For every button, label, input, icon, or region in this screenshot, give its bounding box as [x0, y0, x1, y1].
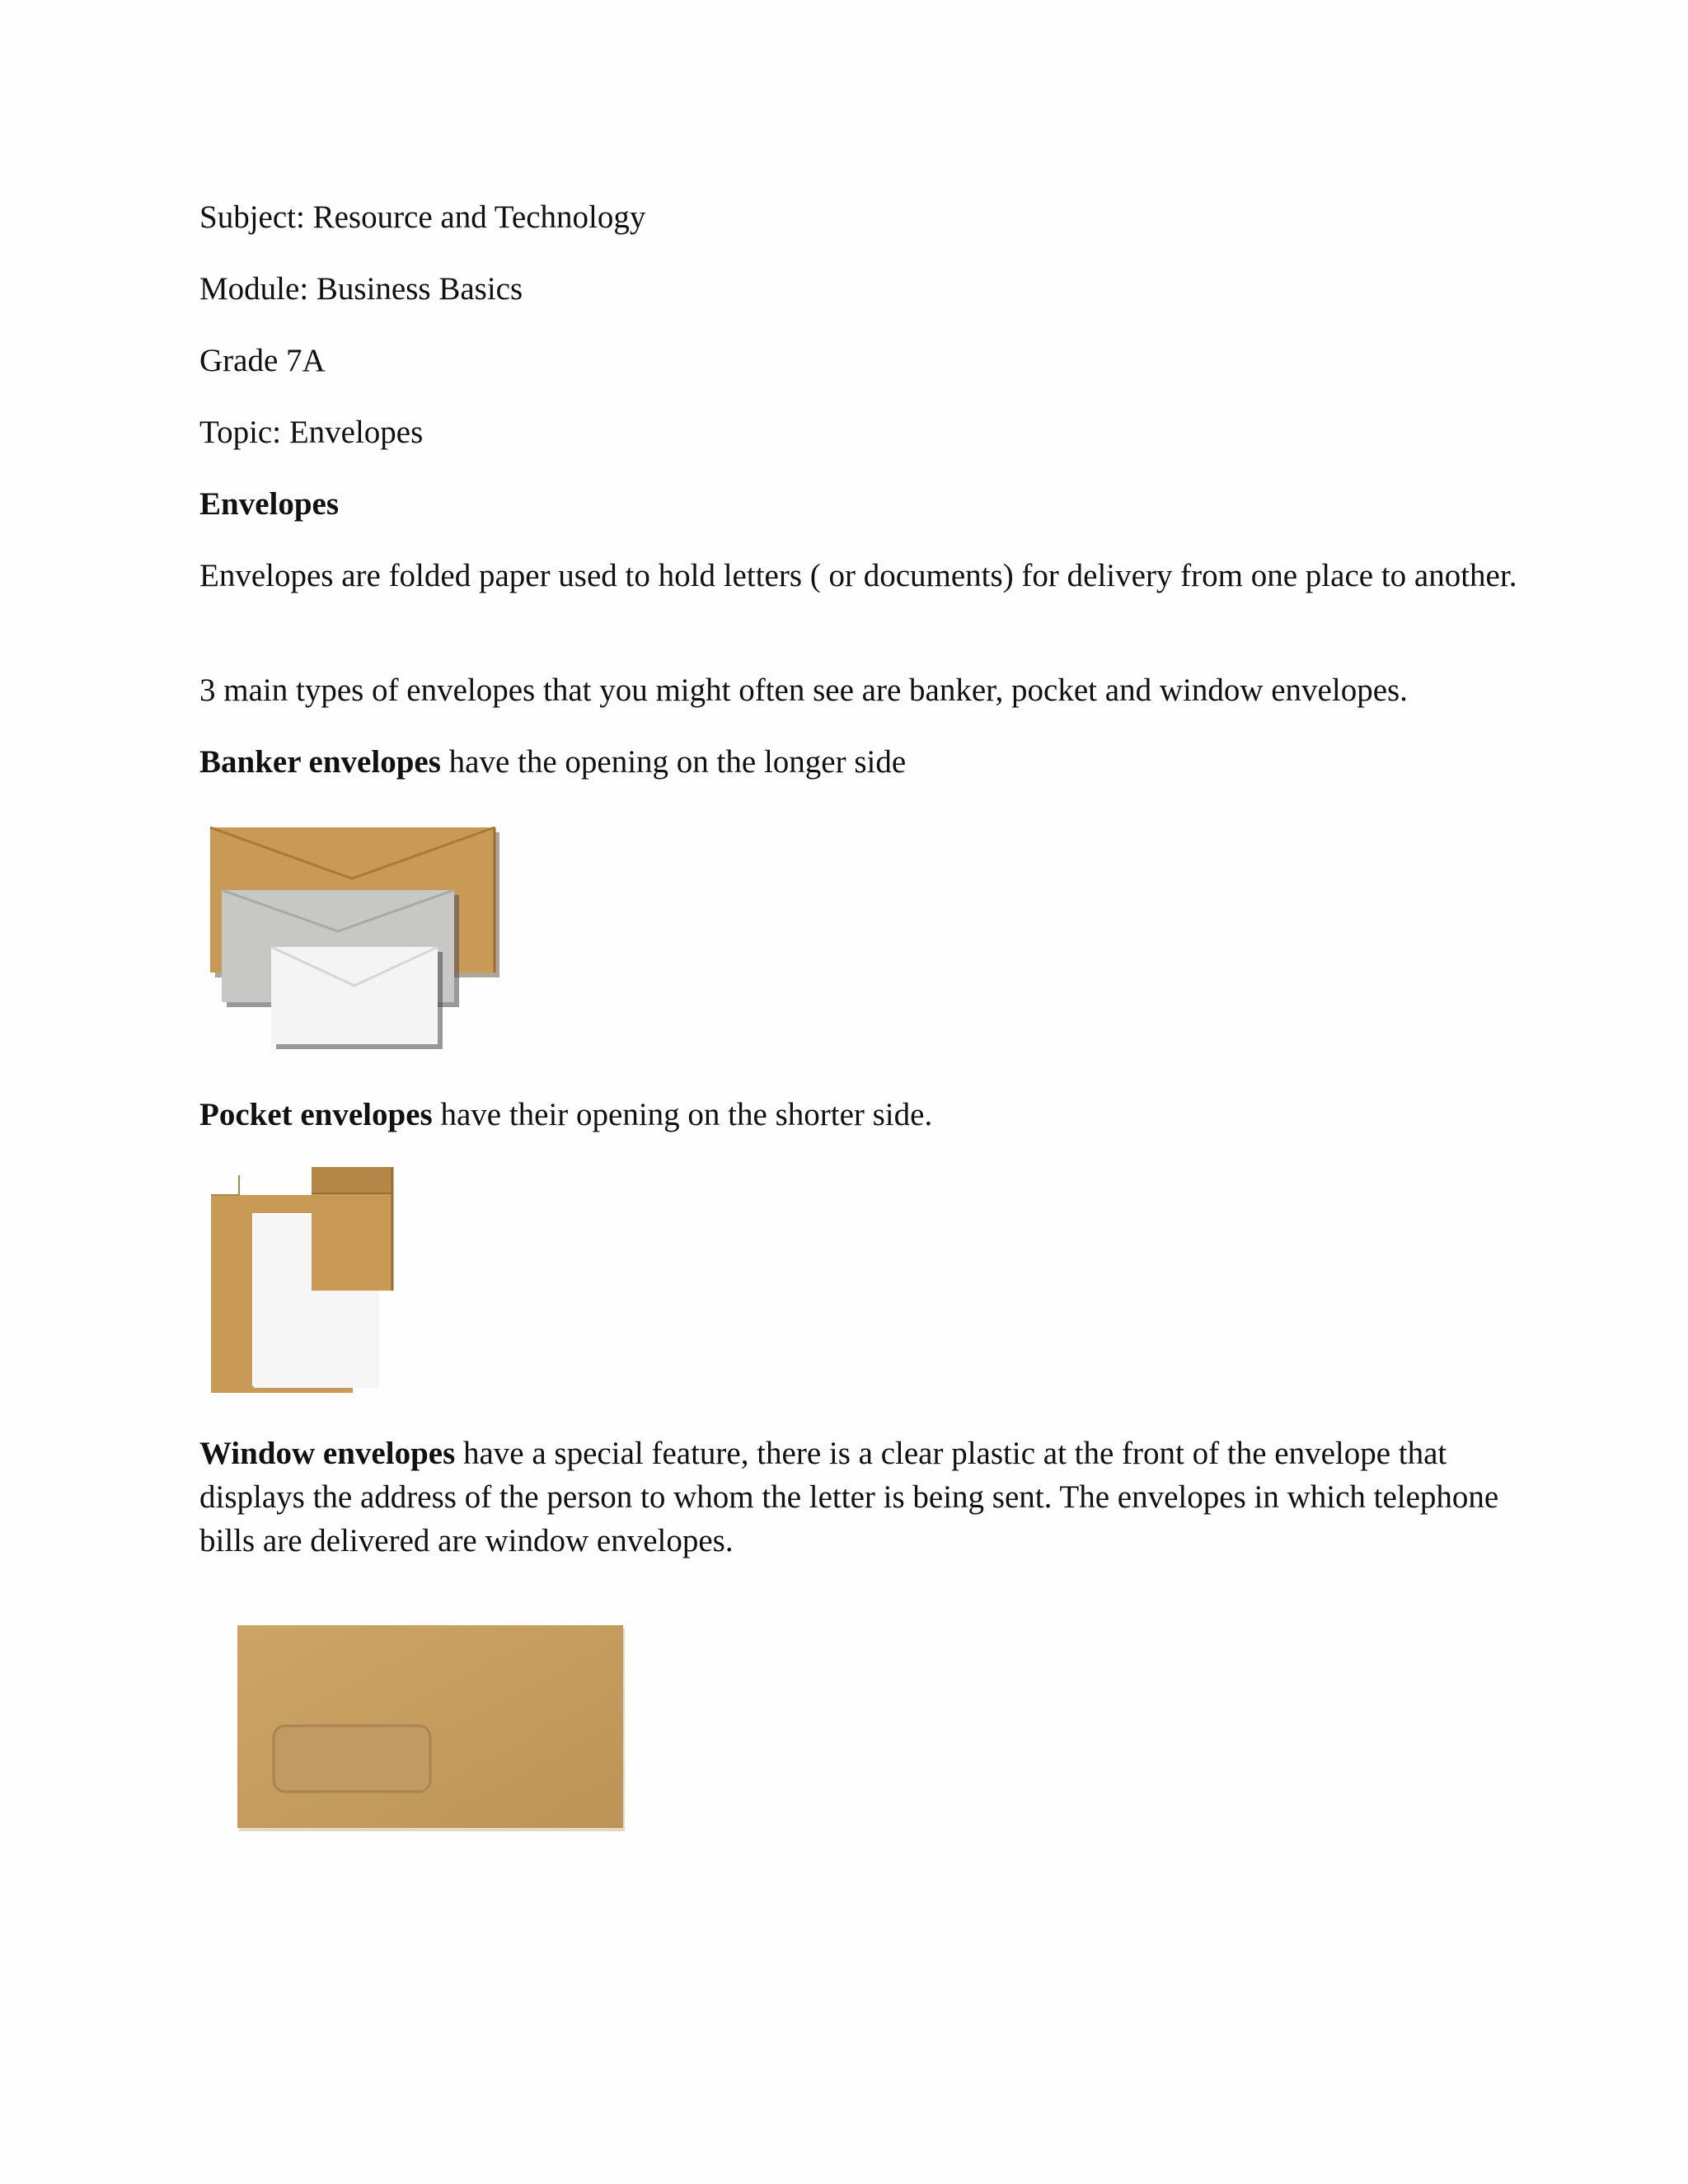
subject-line: Subject: Resource and Technology — [199, 199, 646, 235]
module-line: Module: Business Basics — [199, 271, 523, 307]
definition-paragraph: Envelopes are folded paper used to hold letters ( or documents) for delivery from one place to another. — [199, 558, 1517, 593]
section-heading: Envelopes — [199, 486, 340, 522]
pocket-description: have their opening on the shorter side. — [432, 1097, 933, 1132]
banker-envelopes-image — [202, 816, 532, 1063]
window-term: Window envelopes — [199, 1436, 456, 1471]
window-envelope-image — [234, 1624, 630, 1838]
pocket-paragraph — [199, 1093, 1518, 1137]
pocket-envelopes-image — [206, 1164, 404, 1399]
topic-line: Topic: Envelopes — [199, 415, 424, 450]
grade-line: Grade 7A — [199, 343, 326, 378]
pocket-term: Pocket envelopes — [199, 1097, 433, 1132]
banker-term: Banker envelopes — [199, 744, 441, 780]
banker-description: have the opening on the longer side — [440, 744, 907, 780]
window-description: have a special feature, there is a clear plastic at the front of the envelope that displays the address of the person to whom the letter is being sent. The envelopes in which telephone bills are delivered are window envelopes. — [199, 1436, 1499, 1558]
banker-paragraph — [199, 740, 1518, 784]
types-paragraph: 3 main types of envelopes that you might often see are banker, pocket and window envelopes. — [199, 673, 1408, 708]
window-paragraph — [199, 1432, 1518, 1563]
